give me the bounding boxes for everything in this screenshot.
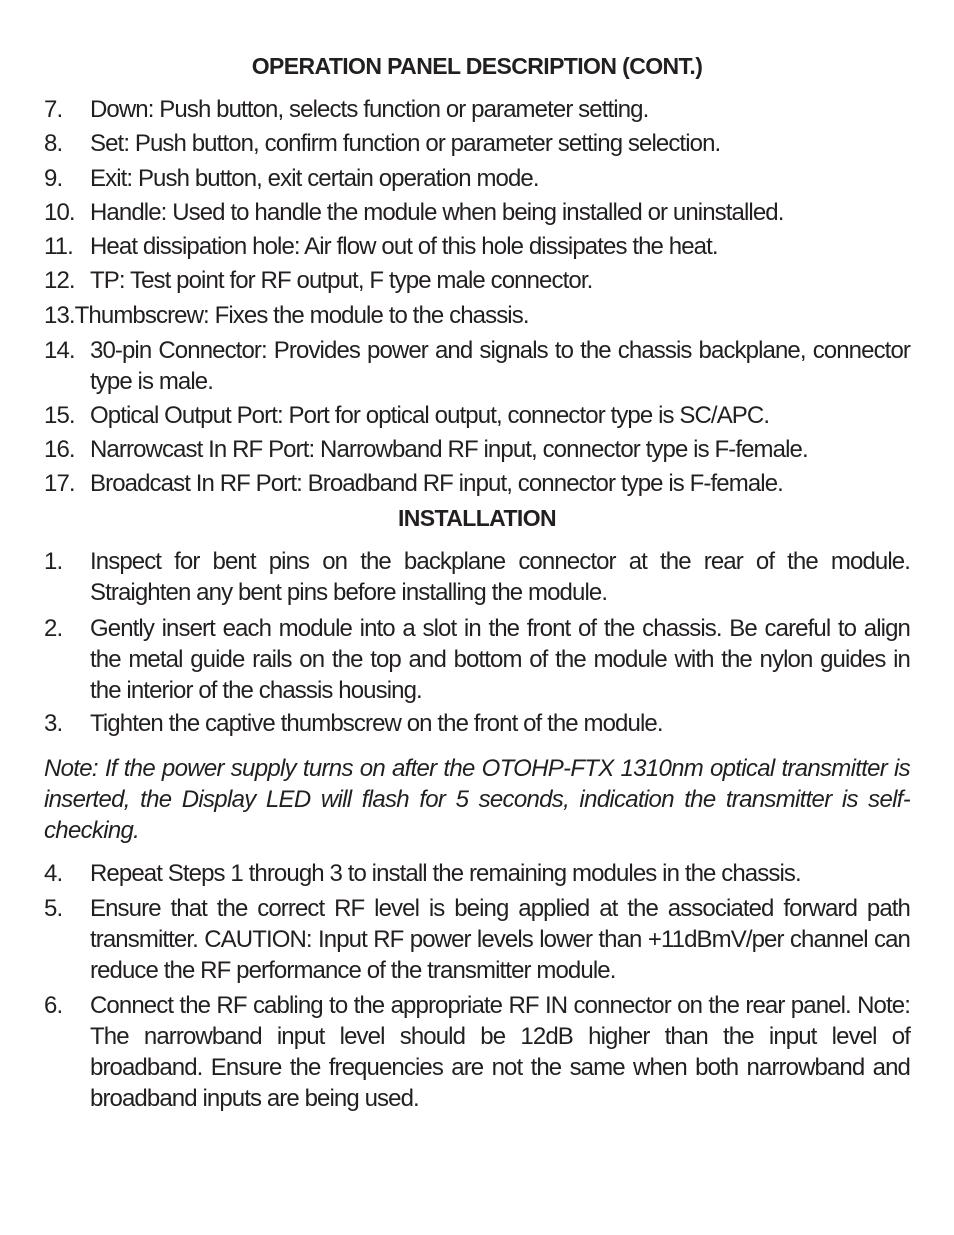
item-number: 14.: [44, 337, 75, 364]
item-text: Exit: Push button, exit certain operation mode.: [90, 165, 539, 192]
item-text: Handle: Used to handle the module when being installed or uninstalled.: [90, 199, 784, 226]
step-text: Ensure that the correct RF level is being applied at the associated forward path transmitter. CAUTION: Input RF power levels lower than +11dBmV/per channel can reduce the RF performance of the transmitter module.: [90, 895, 910, 984]
item-text: 30-pin Connector: Provides power and signals to the chassis backplane, connector type is male.: [90, 337, 910, 395]
step-text: Inspect for bent pins on the backplane connector at the rear of the module. Straighten any bent pins before installing the module.: [90, 548, 910, 606]
item-number: 8.: [44, 130, 63, 157]
step-text: Gently insert each module into a slot in the front of the chassis. Be careful to align the metal guide rails on the top and bottom of the module with the nylon guides in the interior of the chassis housing.: [90, 615, 910, 704]
installation-note: Note: If the power supply turns on after the OTOHP-FTX 1310nm optical transmitter is inserted, the Display LED will flash for 5 seconds, indication the transmitter is self-checking.: [44, 755, 910, 844]
step-text: Repeat Steps 1 through 3 to install the remaining modules in the chassis.: [90, 860, 801, 887]
item-text: Optical Output Port: Port for optical output, connector type is SC/APC.: [90, 402, 770, 429]
item-number: 16.: [44, 436, 75, 463]
section-heading-operation-panel: OPERATION PANEL DESCRIPTION (CONT.): [251, 53, 703, 79]
item-text: Broadcast In RF Port: Broadband RF input, connector type is F-female.: [90, 470, 783, 497]
step-number: 6.: [44, 992, 63, 1019]
item-number: 13.: [44, 302, 75, 329]
item-text: TP: Test point for RF output, F type male connector.: [90, 267, 593, 294]
item-number: 9.: [44, 165, 63, 192]
item-text: Narrowcast In RF Port: Narrowband RF input, connector type is F-female.: [90, 436, 808, 463]
section-heading-installation: INSTALLATION: [397, 505, 557, 531]
step-text: Connect the RF cabling to the appropriate RF IN connector on the rear panel. Note: The narrowband input level should be 12dB higher than the input level of broadband. Ensure the frequencies are not the same when both narrowband and broadband inputs are being used.: [90, 992, 910, 1112]
item-number: 17.: [44, 470, 75, 497]
item-number: 12.: [44, 267, 75, 294]
item-number: 15.: [44, 402, 75, 429]
item-text: Thumbscrew: Fixes the module to the chassis.: [74, 302, 529, 329]
step-number: 3.: [44, 710, 63, 737]
item-number: 11.: [44, 233, 73, 260]
step-text: Tighten the captive thumbscrew on the front of the module.: [90, 710, 663, 737]
step-number: 4.: [44, 860, 63, 887]
item-text: Set: Push button, confirm function or parameter setting selection.: [90, 130, 721, 157]
item-text: Down: Push button, selects function or parameter setting.: [90, 96, 649, 123]
item-text: Heat dissipation hole: Air flow out of this hole dissipates the heat.: [90, 233, 718, 260]
item-number: 7.: [44, 96, 63, 123]
list-item: [44, 300, 529, 331]
item-number: 10.: [44, 199, 75, 226]
step-number: 5.: [44, 895, 63, 922]
step-number: 2.: [44, 615, 63, 642]
step-number: 1.: [44, 548, 63, 575]
